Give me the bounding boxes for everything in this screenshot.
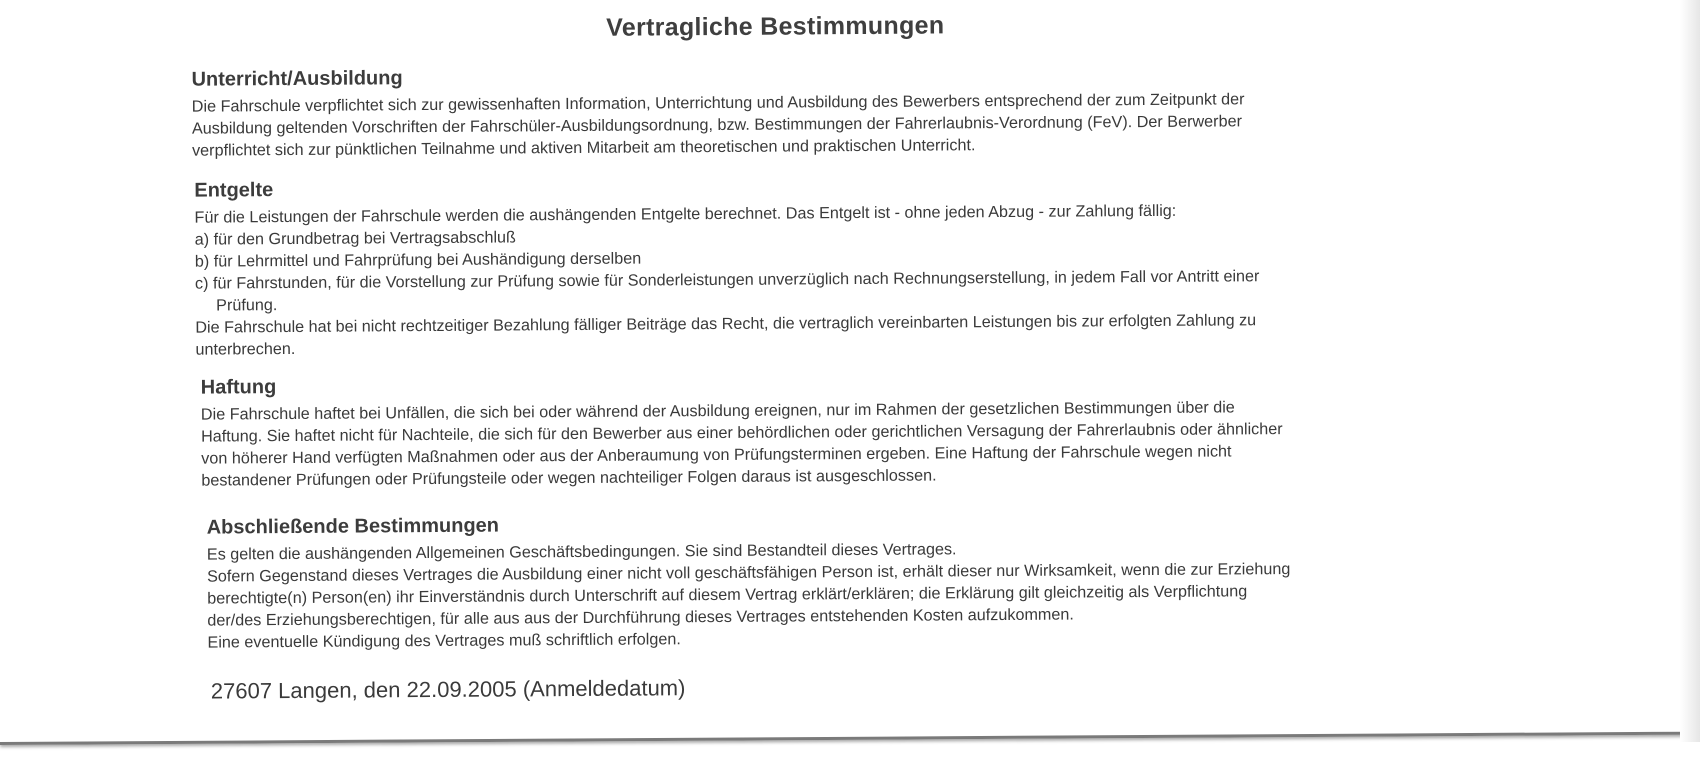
list-item: a) für den Grundbetrag bei Vertragsabschluß xyxy=(194,228,516,249)
paragraph-line: Es gelten die aushängenden Allgemeinen Geschäftsbedingungen. Sie sind Bestandteil dieses Vertrages. xyxy=(206,540,957,564)
paragraph-line: Für die Leistungen der Fahrschule werden die aushängenden Entgelte berechnet. Das Entgelt ist - ohne jeden Abzug - zur Zahlung fällig: xyxy=(194,201,1177,227)
section-heading: Unterricht/Ausbildung xyxy=(191,67,403,91)
paragraph-line: Ausbildung geltenden Vorschriften der Fahrschüler-Ausbildungsordnung, bzw. Bestimmungen der Fahrerlaubnis-Verordnung (FeV). Der Berwerber xyxy=(191,112,1243,138)
paragraph-line: der/des Erziehungsberechtigen, für alle aus aus der Durchführung dieses Vertrages entstehenden Kosten aufzukommen. xyxy=(207,605,1074,630)
list-item-continuation: Prüfung. xyxy=(216,296,278,315)
section-heading: Entgelte xyxy=(194,179,274,202)
section-abschliessende-bestimmungen xyxy=(207,507,1578,654)
paragraph-line: Sofern Gegenstand dieses Vertrages die Ausbildung einer nicht voll geschäftsfähigen Person ist, erhält dieser nur Wirksamkeit, wenn die zur Erziehung xyxy=(206,560,1291,586)
section-heading: Abschließende Bestimmungen xyxy=(206,514,500,539)
paragraph-line: von höherer Hand verfügten Maßnahmen oder aus der Anberaumung von Prüfungsterminen ergeben. Eine Haftung der Fahrschule wegen nicht xyxy=(201,442,1232,468)
paragraph-line: unterbrechen. xyxy=(195,339,296,359)
place-date-line: 27607 Langen, den 22.09.2005 (Anmeldedatum) xyxy=(210,675,686,704)
section-haftung xyxy=(201,367,1572,492)
document-title: Vertragliche Bestimmungen xyxy=(606,11,945,42)
paragraph-line: Die Fahrschule haftet bei Unfällen, die sich bei oder während der Ausbildung ereignen, nur im Rahmen der gesetzlichen Bestimmungen über die xyxy=(200,398,1235,424)
paragraph-line: bestandener Prüfungen oder Prüfungsteile oder wegen nachteiliger Folgen daraus ist ausgeschlossen. xyxy=(201,466,937,490)
paragraph-line: Die Fahrschule hat bei nicht rechtzeitiger Bezahlung fälliger Beiträge das Recht, die vertraglich vereinbarten Leistungen bis zur erfolgten Zahlung zu xyxy=(195,311,1257,337)
paragraph-line: verpflichtet sich zur pünktlichen Teilnahme und aktiven Mitarbeit am theoretischen und praktischen Unterricht. xyxy=(191,136,976,160)
section-unterricht xyxy=(191,59,1562,162)
paragraph-line: Haftung. Sie haftet nicht für Nachteile, die sich für den Bewerber aus einer behördlichen oder gerichtlichen Versagung der Fahrerlaubnis oder ähnlicher xyxy=(200,420,1283,446)
section-entgelte xyxy=(194,170,1565,361)
list-item: b) für Lehrmittel und Fahrprüfung bei Aushändigung derselben xyxy=(194,249,642,271)
paragraph-line: Die Fahrschule verpflichtet sich zur gewissenhaften Information, Unterrichtung und Ausbildung des Bewerbers entsprechend der zum Zeitpunkt der xyxy=(191,90,1245,116)
paragraph-line: Eine eventuelle Kündigung des Vertrages muß schriftlich erfolgen. xyxy=(207,630,681,652)
section-heading: Haftung xyxy=(200,376,277,399)
list-item: c) für Fahrstunden, für die Vorstellung zur Prüfung sowie für Sonderleistungen unverzüglich nach Rechnungserstellung, in jedem Fall vor Antritt einer xyxy=(194,267,1260,293)
paragraph-line: berechtigte(n) Person(en) ihr Einverständnis durch Unterschrift auf diesem Vertrag erklärt/erklären; die Erklärung gilt gleichzeitig als Verpflichtung xyxy=(207,582,1248,608)
